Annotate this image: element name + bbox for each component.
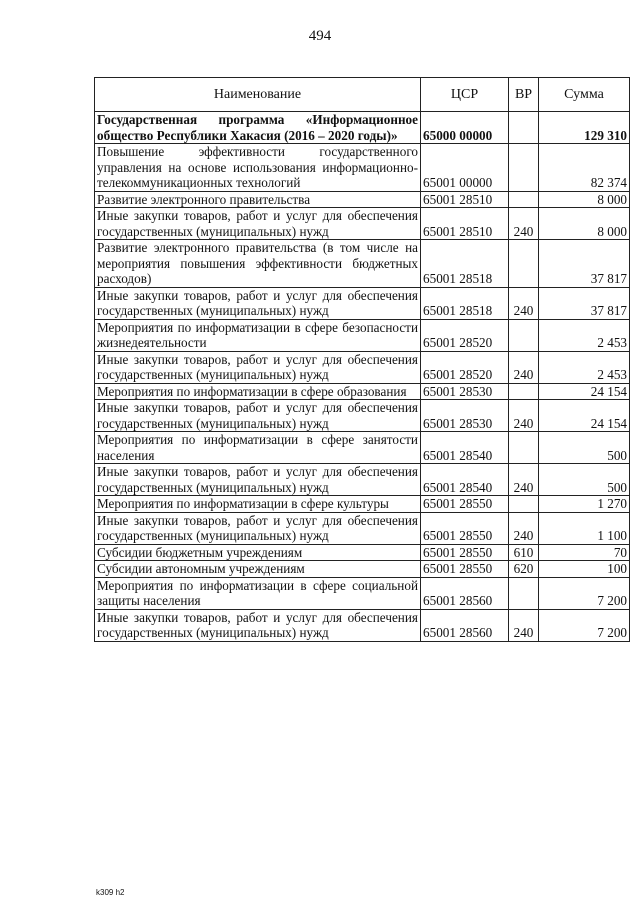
row-sum-cell: 500 [539, 432, 630, 464]
table-row [95, 464, 630, 496]
row-vr-cell [509, 432, 539, 464]
row-sum-cell: 1 270 [539, 496, 630, 513]
row-name-cell: Субсидии автономным учреждениям [95, 561, 421, 578]
row-name-cell: Мероприятия по информатизации в сфере занятости населения [95, 432, 421, 464]
row-vr-cell [509, 112, 539, 144]
row-vr-cell: 240 [509, 464, 539, 496]
row-csr-cell: 65001 28550 [421, 544, 509, 561]
table-row [95, 512, 630, 544]
row-sum-cell: 500 [539, 464, 630, 496]
row-sum-cell: 70 [539, 544, 630, 561]
row-name-cell: Мероприятия по информатизации в сфере социальной защиты населения [95, 577, 421, 609]
row-name-cell: Развитие электронного правительства [95, 191, 421, 208]
row-csr-cell: 65001 28530 [421, 400, 509, 432]
row-sum-cell: 8 000 [539, 208, 630, 240]
row-csr-cell: 65001 28560 [421, 577, 509, 609]
row-sum-cell: 7 200 [539, 577, 630, 609]
row-name-cell: Мероприятия по информатизации в сфере культуры [95, 496, 421, 513]
row-vr-cell [509, 240, 539, 288]
row-sum-cell: 82 374 [539, 144, 630, 192]
table-row [95, 496, 630, 513]
row-vr-cell [509, 383, 539, 400]
row-vr-cell [509, 496, 539, 513]
row-name-cell: Мероприятия по информатизации в сфере безопасности жизнедеятельности [95, 319, 421, 351]
row-vr-cell: 240 [509, 208, 539, 240]
row-vr-cell: 610 [509, 544, 539, 561]
budget-table [94, 77, 630, 642]
row-csr-cell: 65001 28550 [421, 512, 509, 544]
row-csr-cell: 65001 28520 [421, 319, 509, 351]
row-name-cell: Государственная программа «Информационное общество Республики Хакасия (2016 – 2020 годы)» [95, 112, 421, 144]
table-row [95, 191, 630, 208]
page-number: 494 [308, 28, 332, 44]
header-name: Наименование [95, 78, 421, 112]
row-vr-cell [509, 144, 539, 192]
table-row [95, 544, 630, 561]
row-sum-cell: 100 [539, 561, 630, 578]
row-csr-cell: 65001 28540 [421, 432, 509, 464]
table-row [95, 609, 630, 641]
row-csr-cell: 65000 00000 [421, 112, 509, 144]
row-name-cell: Иные закупки товаров, работ и услуг для обеспечения государственных (муниципальных) нужд [95, 351, 421, 383]
row-sum-cell: 129 310 [539, 112, 630, 144]
row-csr-cell: 65001 28520 [421, 351, 509, 383]
row-name-cell: Иные закупки товаров, работ и услуг для обеспечения государственных (муниципальных) нужд [95, 400, 421, 432]
row-sum-cell: 2 453 [539, 351, 630, 383]
row-name-cell: Иные закупки товаров, работ и услуг для обеспечения государственных (муниципальных) нужд [95, 208, 421, 240]
row-sum-cell: 8 000 [539, 191, 630, 208]
row-name-cell: Иные закупки товаров, работ и услуг для обеспечения государственных (муниципальных) нужд [95, 287, 421, 319]
row-name-cell: Развитие электронного правительства (в том числе на мероприятия повышения эффективности бюджетных расходов) [95, 240, 421, 288]
row-sum-cell: 24 154 [539, 400, 630, 432]
table-row [95, 319, 630, 351]
row-vr-cell [509, 319, 539, 351]
table-body [95, 112, 630, 642]
row-vr-cell: 620 [509, 561, 539, 578]
row-vr-cell: 240 [509, 512, 539, 544]
header-sum: Сумма [539, 78, 630, 112]
row-csr-cell: 65001 00000 [421, 144, 509, 192]
table-row [95, 287, 630, 319]
row-csr-cell: 65001 28550 [421, 496, 509, 513]
row-name-cell: Иные закупки товаров, работ и услуг для обеспечения государственных (муниципальных) нужд [95, 512, 421, 544]
row-csr-cell: 65001 28540 [421, 464, 509, 496]
row-sum-cell: 37 817 [539, 287, 630, 319]
row-csr-cell: 65001 28550 [421, 561, 509, 578]
row-csr-cell: 65001 28510 [421, 208, 509, 240]
row-name-cell: Мероприятия по информатизации в сфере образования [95, 383, 421, 400]
row-name-cell: Повышение эффективности государственного управления на основе использования информационно-телекоммуникационных технологий [95, 144, 421, 192]
table-row [95, 561, 630, 578]
row-name-cell: Иные закупки товаров, работ и услуг для обеспечения государственных (муниципальных) нужд [95, 609, 421, 641]
row-sum-cell: 1 100 [539, 512, 630, 544]
row-name-cell: Иные закупки товаров, работ и услуг для обеспечения государственных (муниципальных) нужд [95, 464, 421, 496]
row-csr-cell: 65001 28530 [421, 383, 509, 400]
header-vr: ВР [509, 78, 539, 112]
row-vr-cell: 240 [509, 351, 539, 383]
table-row [95, 383, 630, 400]
row-sum-cell: 37 817 [539, 240, 630, 288]
row-sum-cell: 2 453 [539, 319, 630, 351]
row-csr-cell: 65001 28510 [421, 191, 509, 208]
row-csr-cell: 65001 28518 [421, 240, 509, 288]
row-vr-cell [509, 577, 539, 609]
table-row [95, 208, 630, 240]
row-vr-cell: 240 [509, 609, 539, 641]
row-sum-cell: 24 154 [539, 383, 630, 400]
row-vr-cell: 240 [509, 287, 539, 319]
header-csr: ЦСР [421, 78, 509, 112]
row-csr-cell: 65001 28518 [421, 287, 509, 319]
footer-code: k309 h2 [96, 888, 125, 897]
table-row [95, 112, 630, 144]
table-row [95, 144, 630, 192]
table-row [95, 400, 630, 432]
table-row [95, 351, 630, 383]
table-row [95, 577, 630, 609]
table-row [95, 240, 630, 288]
row-csr-cell: 65001 28560 [421, 609, 509, 641]
row-name-cell: Субсидии бюджетным учреждениям [95, 544, 421, 561]
row-vr-cell [509, 191, 539, 208]
row-vr-cell: 240 [509, 400, 539, 432]
table-header-row [95, 78, 630, 112]
table-row [95, 432, 630, 464]
row-sum-cell: 7 200 [539, 609, 630, 641]
